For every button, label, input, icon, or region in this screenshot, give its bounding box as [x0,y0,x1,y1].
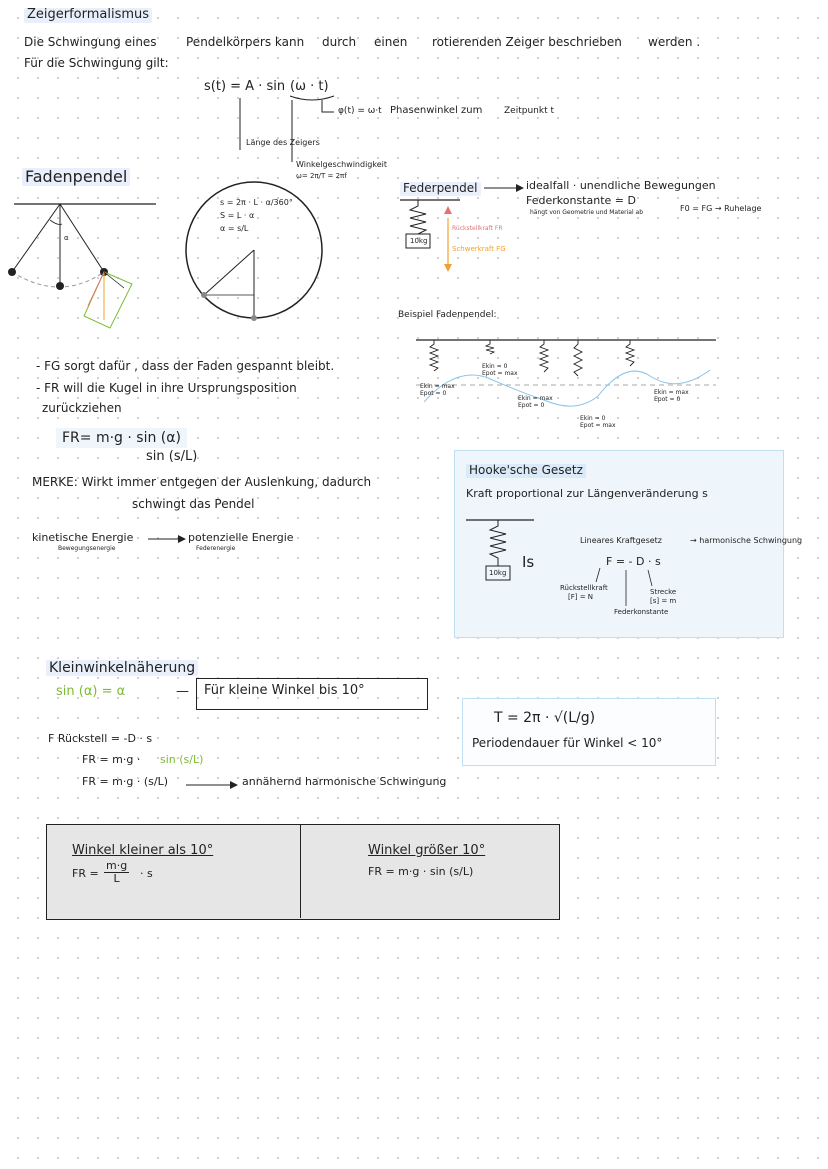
hooke-s-label: Is [522,553,535,571]
laenge-label: Länge des Zeigers [246,138,320,147]
compare-left-den: L [113,871,120,885]
feder-mass: 10kg [410,237,428,245]
feder-ideal-3: hängt von Geometrie und Material ab [530,209,644,216]
feder-ideal-1: idealfall · unendliche Bewegungen [526,179,716,192]
compare-left-s: · s [140,867,153,880]
section-title-zeiger: Zeigerformalismus [24,8,152,23]
hooke-formula: F = - D · s [606,555,661,568]
alpha-label: α [64,234,69,242]
hooke-strecke-unit: [s] = m [650,597,677,605]
compare-divider [300,824,301,918]
bsp-e3: Ekin = max [518,395,553,402]
klein-f2b: sin (s/L) [160,753,204,766]
compare-left-title: Winkel kleiner als 10° [72,843,214,858]
period-box [462,698,716,766]
merke-line-1: MERKE: Wirkt immer entgegen der Auslenkung, dadurch [32,475,372,489]
circle-formula-1: s = 2π · L · α/360° [220,198,293,207]
zeiger-line1a: Die Schwingung eines [24,35,157,49]
bsp-e2: Ekin = 0 [482,363,508,370]
zeiger-line1b: Pendelkörpers kann [186,35,305,49]
phase-def: φ(t) = ω·t [338,106,382,116]
beispiel-label: Beispiel Fadenpendel: [398,310,497,320]
klein-f3r: annähernd harmonische Schwingung [242,775,447,788]
compare-left-num: m·g [106,859,128,872]
feder-ideal-2: Federkonstante = D [526,194,636,207]
compare-left-fr: FR = [72,867,99,880]
bsp-e1b: Epot = 0 [420,390,447,397]
hooke-mass: 10kg [489,569,507,577]
section-title-feder: Federpendel [400,182,481,196]
section-title-klein: Kleinwinkelnäherung [46,660,198,676]
fadenpendel-diagram [0,190,200,340]
klein-f3: FR = m·g · (s/L) [82,775,169,788]
faden-bullet-1: - FG sorgt dafür , dass der Faden gespannt bleibt. [36,359,335,373]
zeiger-annotation-lines [0,0,828,170]
klein-box-text: Für kleine Winkel bis 10° [204,683,365,698]
zeiger-line1e: rotierenden Zeiger beschrieben [432,35,622,49]
bsp-e4b: Epot = max [580,422,616,429]
energie-arrow [148,534,188,544]
zeiger-line2: Für die Schwingung gilt: [24,56,169,70]
compare-right-formula: FR = m·g · sin (s/L) [368,865,474,878]
beispiel-diagram [398,330,718,430]
feder-schwer: Schwerkraft FG [452,245,506,253]
fr-formula-2: sin (s/L) [146,449,198,464]
circle-formula-3: α = s/L [220,224,249,233]
hooke-rueck-unit: [F] = N [568,593,594,601]
section-title-faden: Fadenpendel [22,168,130,186]
zeitpunkt-label: Zeitpunkt t [504,106,554,116]
zeiger-line1f: werden . [648,35,701,49]
bsp-e3b: Epot = 0 [518,402,545,409]
bsp-e1: Ekin = max [420,383,455,390]
ruhelage: F0 = FG → Ruhelage [680,204,762,213]
hooke-lin: Lineares Kraftgesetz [580,536,662,545]
energie-kin: kinetische Energie [32,531,134,544]
bsp-e5: Ekin = max [654,389,689,396]
feder-rueck: Rückstellkraft FR [452,225,503,232]
faden-bullet-2: - FR will die Kugel in ihre Ursprungsposition [36,381,297,395]
klein-arrow [186,780,238,790]
zeiger-line1d: einen [374,35,408,49]
klein-dash: — [176,684,189,699]
bsp-e4: Ekin = 0 [580,415,606,422]
hooke-strecke: Strecke [650,588,677,596]
hooke-line: Kraft proportional zur Längenveränderung s [466,487,708,500]
hooke-federk: Federkonstante [614,608,669,616]
energie-pot: potenzielle Energie [188,531,294,544]
klein-approx: sin (α) = α [56,684,126,699]
energie-kin-sub: Bewegungsenergie [58,545,116,552]
bsp-e2b: Epot = max [482,370,518,377]
winkelgeschw-label: Winkelgeschwindigkeit [296,160,387,169]
period-formula: T = 2π · √(L/g) [494,710,596,726]
formula-omega-t: (ω · t) [290,79,329,94]
hooke-rueck: Rückstellkraft [560,584,608,592]
klein-f1: F Rückstell = -D · s [48,732,153,745]
merke-line-2: schwingt das Pendel [132,497,255,511]
formula-s-of-t: s(t) = A · sin [204,79,286,94]
omega-def: ω= 2π/T = 2πf [296,172,347,180]
bsp-e5b: Epot = 0 [654,396,681,403]
compare-right-title: Winkel größer 10° [368,843,486,858]
faden-bullet-2b: zurückziehen [42,401,122,415]
hooke-harm: → harmonische Schwingung [690,536,803,545]
hooke-title: Hooke'sche Gesetz [466,464,586,478]
compare-left-frac [104,860,129,884]
feder-arrow [484,183,524,193]
circle-formula-2: S = L · α [220,211,255,220]
period-label: Periodendauer für Winkel < 10° [472,736,663,750]
phase-label: Phasenwinkel zum [390,105,483,116]
zeiger-line1c: durch [322,35,357,49]
energie-pot-sub: Federenergie [196,545,236,552]
klein-f2a: FR = m·g · [82,753,141,766]
fr-formula-1: FR= m·g · sin (α) [56,428,187,448]
